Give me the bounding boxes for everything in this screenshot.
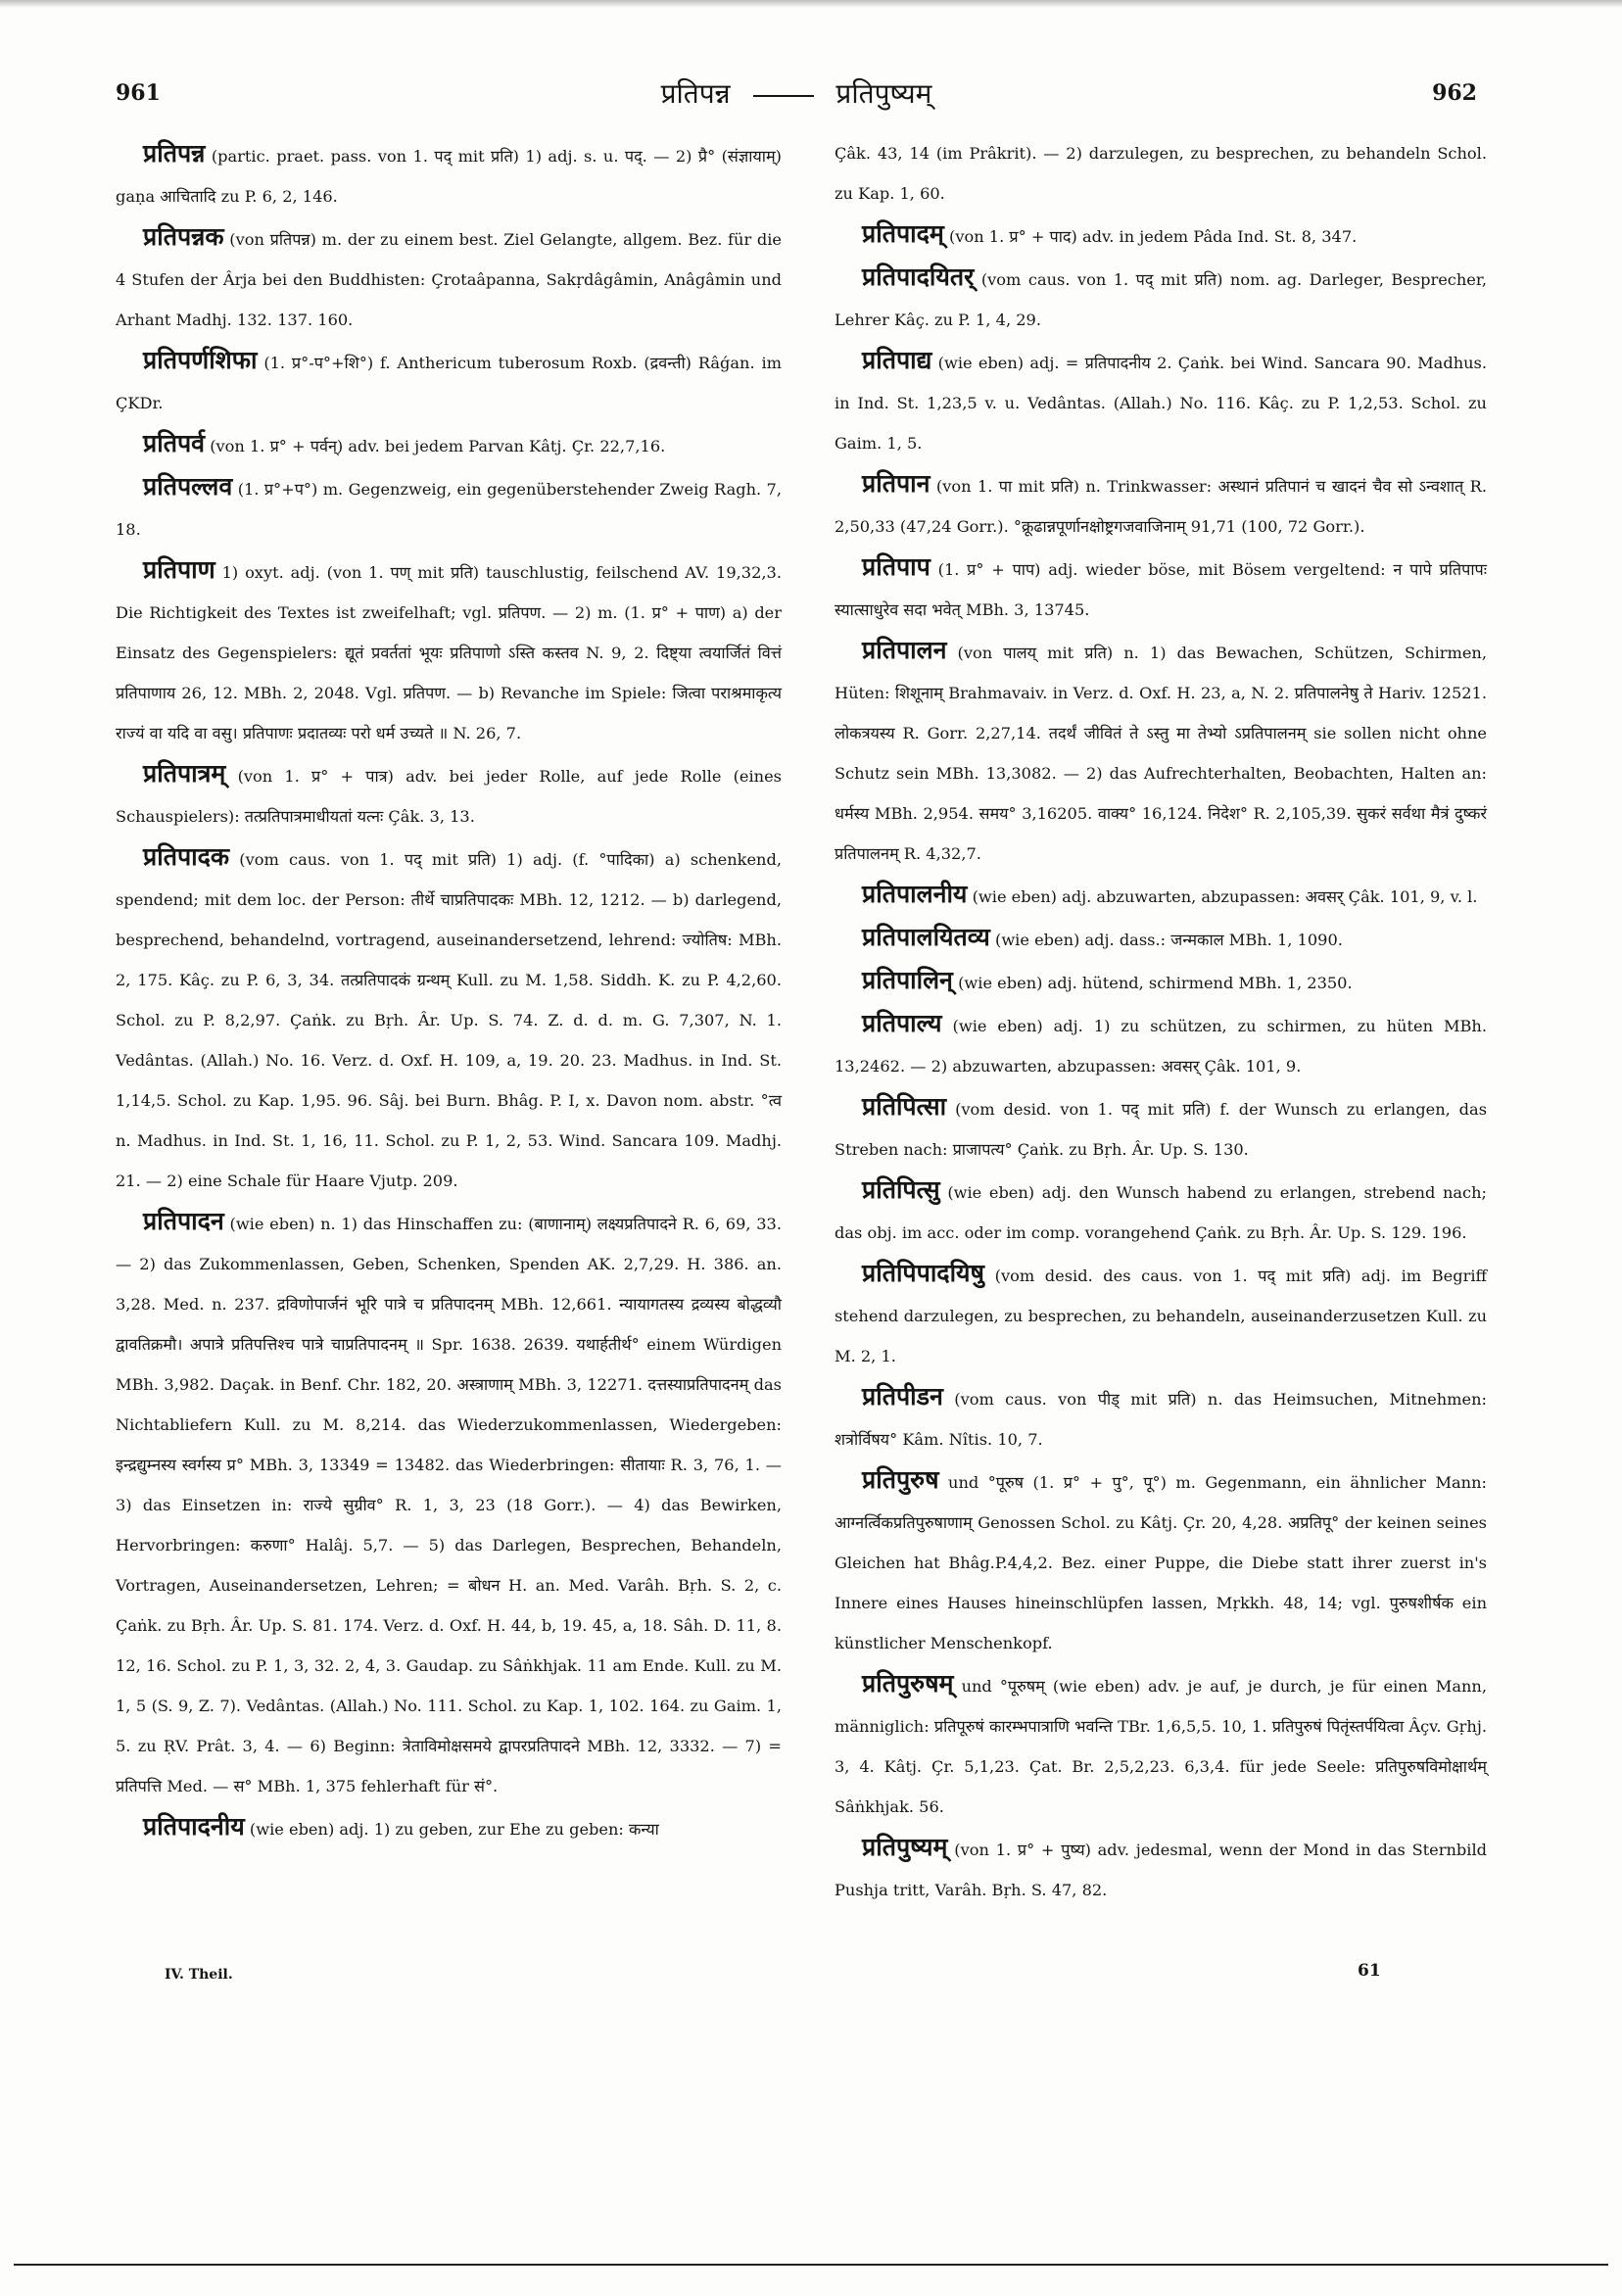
scan-edge xyxy=(0,0,1622,8)
entry-text: (1. प्र°+प°) m. Gegenzweig, ein gegenüberstehender Zweig Ragh. 7, 18. xyxy=(116,480,783,539)
entry-text: (von 1. पा mit प्रति) n. Trinkwasser: अस्थानं प्रतिपानं च खादनं चैव सो ऽन्वशात् R. 2,50,33 (47,24 Gorr.). °क्रूढान्नपूर्णानक्षोष्ट्रगजवाजिनाम् 91,71 (100, 72 Gorr.). xyxy=(835,477,1487,536)
entry-text: und °पूरुषम् (wie eben) adv. je auf, je durch, je für einen Mann, männiglich: प्रतिपूरुषं कारम्भपात्राणि भवन्ति TBr. 1,6,5,5. 10, 1. प्रतिपुरुषं पितृंस्तर्पयित्वा Âçv. Gṛhj. 3, 4. Kâtj. Çr. 5,1,23. Çat. Br. 2,5,2,23. 6,3,4. für jede Seele: प्रतिपुरुषविमोक्षार्थम् Sâṅkhjak. 56. xyxy=(835,1677,1487,1816)
entry-headword: प्रतिपाप xyxy=(862,552,930,581)
volume-note: IV. Theil. xyxy=(165,1967,233,1983)
dictionary-entry xyxy=(835,257,1487,340)
dictionary-entry xyxy=(835,630,1487,874)
dictionary-entry xyxy=(116,837,782,1201)
dictionary-entry xyxy=(835,960,1487,1003)
entry-headword: प्रतिपुष्यम् xyxy=(862,1833,948,1861)
dictionary-entry xyxy=(835,917,1487,960)
dictionary-entry xyxy=(116,1201,782,1806)
dictionary-entry xyxy=(835,133,1487,214)
entry-text: (wie eben) adj. = प्रतिपादनीय 2. Çaṅk. bei Wind. Sancara 90. Madhus. in Ind. St. 1,23,5 v. u. Vedântas. (Allah.) No. 116. Kâç. zu P. 1,2,53. Schol. zu Gaim. 1, 5. xyxy=(835,354,1487,453)
entry-text: (wie eben) adj. 1) zu schützen, zu schirmen, zu hüten MBh. 13,2462. — 2) abzuwarten, abzupassen: अवसर् Çâk. 101, 9. xyxy=(835,1017,1487,1076)
entry-headword: प्रतिपर्व xyxy=(143,429,206,457)
dictionary-entry xyxy=(835,1376,1487,1459)
entry-headword: प्रतिपाल्य xyxy=(862,1009,942,1037)
entry-headword: प्रतिपादक xyxy=(143,842,230,871)
dictionary-entry xyxy=(835,547,1487,630)
entry-text: (von पालय् mit प्रति) n. 1) das Bewachen, Schützen, Schirmen, Hüten: शिशूनाम् Brahmavaiv. in Verz. d. Oxf. H. 23, a, N. 2. प्रतिपालनेषु ते Hariv. 12521. लोकत्रयस्य R. Gorr. 2,27,14. तदर्थं जीवितं ते ऽस्तु मा तेभ्यो ऽप्रतिपालनम् sie sollen nicht ohne Schutz sein MBh. 13,3082. — 2) das Aufrechterhalten, Beobachten, Halten an: धर्मस्य MBh. 2,954. समय° 3,16205. वाक्य° 16,124. निदेश° R. 2,105,39. सुकरं सर्वथा मैत्रं दुष्करं प्रतिपालनम् R. 4,32,7. xyxy=(835,644,1487,863)
entry-text: 1) oxyt. adj. (von 1. पण् mit प्रति) tauschlustig, feilschend AV. 19,32,3. Die Richtigkeit des Textes ist zweifelhaft; vgl. प्रतिपण. — 2) m. (1. प्र° + पाण) a) der Einsatz des Gegenspielers: द्यूतं प्रवर्ततां भूयः प्रतिपाणो ऽस्ति कस्तव N. 9, 2. दिष्ट्या त्वयार्जितं वित्तं प्रतिपाणाय 26, 12. MBh. 2, 2048. Vgl. प्रतिपण. — b) Revanche im Spiele: जित्वा पराश्रमाकृत्य राज्यं वा यदि वा वसु। प्रतिपाणः प्रदातव्यः परो धर्म उच्यते ॥ N. 26, 7. xyxy=(116,563,782,742)
entry-text: (wie eben) n. 1) das Hinschaffen zu: (बाणानाम्) लक्ष्यप्रतिपादने R. 6, 69, 33. — 2) das Zukommenlassen, Geben, Schenken, Spenden AK. 2,7,29. H. 386. an. 3,28. Med. n. 237. द्रविणोपार्जनं भूरि पात्रे च प्रतिपादनम् MBh. 12,661. न्यायागतस्य द्रव्यस्य बोद्धव्यौ द्वावतिक्रमौ। अपात्रे प्रतिपत्तिश्च पात्रे चाप्रतिपादनम् ॥ Spr. 1638. 2639. यथार्हतीर्थ° einem Würdigen MBh. 3,982. Daçak. in Benf. Chr. 182, 20. अस्त्राणाम् MBh. 3, 12271. दत्तस्याप्रतिपादनम् das Nichtabliefern Kull. zu M. 8,214. das Wiederzukommenlassen, Wiedergeben: इन्द्रद्युम्नस्य स्वर्गस्य प्र° MBh. 3, 13349 = 13482. das Wiederbringen: सीतायाः R. 3, 76, 1. — 3) das Einsetzen in: राज्ये सुग्रीव° R. 1, 3, 23 (18 Gorr.). — 4) das Bewirken, Hervorbringen: करुणा° Halâj. 5,7. — 5) das Darlegen, Besprechen, Behandeln, Vortragen, Auseinandersetzen, Lehren; = बोधन H. an. Med. Varâh. Bṛh. S. 2, c. Çaṅk. zu Bṛh. Âr. Up. S. 81. 174. Verz. d. Oxf. H. 44, b, 19. 45, a, 18. Sâh. D. 11, 8. 12, 16. Schol. zu P. 1, 3, 32. 2, 4, 3. Gaudap. zu Sâṅkhjak. 11 am Ende. Kull. zu M. 1, 5 (S. 9, Z. 7). Vedântas. (Allah.) No. 111. Schol. zu Kap. 1, 102. 164. zu Gaim. 1, 5. zu ṚV. Prât. 3, 4. — 6) Beginn: त्रेताविमोक्षसमये द्वापरप्रतिपादने MBh. 12, 3332. — 7) = प्रतिपत्ति Med. — स° MBh. 1, 375 fehlerhaft für सं°. xyxy=(116,1215,782,1795)
entry-headword: प्रतिपुरुषम् xyxy=(862,1669,954,1698)
entry-headword: प्रतिपन्नक xyxy=(143,222,224,251)
dictionary-entry xyxy=(835,214,1487,257)
entry-text: (wie eben) adj. dass.: जन्मकाल MBh. 1, 1090. xyxy=(995,931,1343,949)
running-head-first: प्रतिपन्न xyxy=(660,77,731,110)
dictionary-entry xyxy=(835,463,1487,547)
entry-headword: प्रतिपात्रम् xyxy=(143,759,226,788)
page-number-left: 961 xyxy=(116,80,161,106)
entry-headword: प्रतिपादनीय xyxy=(143,1812,245,1841)
dictionary-entry xyxy=(835,1827,1487,1910)
entry-headword: प्रतिपालनीय xyxy=(862,880,968,908)
entry-text: (vom caus. von 1. पद् mit प्रति) nom. ag. Darleger, Besprecher, Lehrer Kâç. zu P. 1, 4, 29. xyxy=(835,270,1487,329)
entry-headword: प्रतिपादम् xyxy=(862,219,944,248)
running-head-dash xyxy=(753,95,814,97)
page-header xyxy=(116,77,1477,120)
entry-headword: प्रतिपाण xyxy=(143,555,215,584)
dictionary-entry xyxy=(835,1663,1487,1827)
entry-headword: प्रतिपन्न xyxy=(143,139,206,167)
entry-headword: प्रतिपल्लव xyxy=(143,472,233,501)
dictionary-entry xyxy=(835,1086,1487,1170)
entry-text: (vom caus. von पीड् mit प्रति) n. das Heimsuchen, Mitnehmen: शत्रोर्विषय° Kâm. Nîtis. 10, 7. xyxy=(835,1390,1487,1449)
entry-text: (von 1. प्र° + पुष्य) adv. jedesmal, wenn der Mond in das Sternbild Pushja tritt, Varâh. Bṛh. S. 47, 82. xyxy=(835,1841,1487,1899)
entry-text: (vom desid. von 1. पद् mit प्रति) f. der Wunsch zu erlangen, das Streben nach: प्राजापत्य° Çaṅk. zu Bṛh. Âr. Up. S. 130. xyxy=(835,1100,1487,1159)
bottom-rule xyxy=(14,2264,1608,2266)
entry-headword: प्रतिपालिन् xyxy=(862,966,953,994)
entry-text: (von प्रतिपन्न) m. der zu einem best. Ziel Gelangte, allgem. Bez. für die 4 Stufen der Ârja bei den Buddhisten: Çrotaâpanna, Sakṛdâgâmin, Anâgâmin und Arhant Madhj. 132. 137. 160. xyxy=(116,230,782,329)
entry-text: (von 1. प्र° + पाद) adv. in jedem Pâda Ind. St. 8, 347. xyxy=(949,227,1358,246)
entry-text: und °पूरुष (1. प्र° + पु°, पू°) m. Gegenmann, ein ähnlicher Mann: आग्नर्त्विकप्रतिपुरुषाणाम् Genossen Schol. zu Kâtj. Çr. 20, 4,28. अप्रतिपू° der keinen seines Gleichen hat Bhâg.P.4,4,2. Bez. einer Puppe, die Diebe statt ihrer zuerst in's Innere eines Hauses hineinschlüpfen lassen, Mṛkkh. 48, 14; vgl. पुरुषशीर्षक ein künstlicher Menschenkopf. xyxy=(835,1473,1487,1652)
page-number-right: 962 xyxy=(1432,80,1477,106)
entry-text: (wie eben) adj. hütend, schirmend MBh. 1, 2350. xyxy=(958,974,1353,992)
dictionary-entry xyxy=(116,423,782,466)
entry-text: (wie eben) adj. 1) zu geben, zur Ehe zu geben: कन्या xyxy=(249,1820,659,1839)
entry-text: (1. प्र° + पाप) adj. wieder böse, mit Bösem vergeltend: न पापे प्रतिपापः स्यात्साधुरेव सदा भवेत् MBh. 3, 13745. xyxy=(835,560,1488,619)
entry-text: (wie eben) adj. abzuwarten, abzupassen: अवसर् Çâk. 101, 9, v. l. xyxy=(972,887,1478,906)
signature-mark: 61 xyxy=(1358,1961,1381,1981)
entry-headword: प्रतिपर्णशिफा xyxy=(143,346,258,374)
entry-text: (von 1. प्र° + पर्वन्) adv. bei jedem Parvan Kâtj. Çr. 22,7,16. xyxy=(210,437,666,455)
entry-headword: प्रतिपिपादयिषु xyxy=(862,1259,985,1287)
entry-headword: प्रतिपीडन xyxy=(862,1382,943,1411)
entry-headword: प्रतिपान xyxy=(862,469,930,498)
dictionary-entry xyxy=(835,1003,1487,1086)
entry-headword: प्रतिपादन xyxy=(143,1207,224,1235)
entry-text: (vom desid. des caus. von 1. पद् mit प्रति) adj. im Begriff stehend darzulegen, zu besprechen, zu behandeln, auseinanderzusetzen Kull. zu M. 2, 1. xyxy=(835,1267,1488,1365)
dictionary-entry xyxy=(116,340,782,423)
entry-headword: प्रतिपालन xyxy=(862,636,947,664)
entry-headword: प्रतिपालयितव्य xyxy=(862,923,990,951)
entry-headword: प्रतिपुरुष xyxy=(862,1465,939,1494)
dictionary-entry xyxy=(116,133,782,216)
dictionary-entry xyxy=(835,1253,1487,1376)
dictionary-entry xyxy=(835,1459,1487,1663)
entry-text: (wie eben) adj. den Wunsch habend zu erlangen, strebend nach; das obj. im acc. oder im comp. vorangehend Çaṅk. zu Bṛh. Âr. Up. S. 129. 196. xyxy=(835,1183,1487,1242)
left-column xyxy=(116,133,782,1849)
dictionary-entry xyxy=(835,1170,1487,1253)
dictionary-entry xyxy=(835,340,1487,463)
running-head xyxy=(116,74,1477,112)
dictionary-entry xyxy=(116,550,782,753)
entry-text: (von 1. प्र° + पात्र) adv. bei jeder Rolle, auf jede Rolle (eines Schauspielers): तत्प्रतिपात्रमाधीयतां यत्नः Çâk. 3, 13. xyxy=(116,767,782,826)
dictionary-entry xyxy=(835,874,1487,917)
dictionary-entry xyxy=(116,466,782,550)
entry-headword: प्रतिपाद्य xyxy=(862,346,932,374)
entry-headword: प्रतिपित्सा xyxy=(862,1092,947,1121)
right-column xyxy=(835,133,1487,1910)
running-head-last: प्रतिपुष्यम् xyxy=(835,77,932,110)
entry-text: Çâk. 43, 14 (im Prâkrit). — 2) darzulegen, zu besprechen, zu behandeln Schol. zu Kap. 1, 60. xyxy=(835,144,1487,203)
entry-text: (vom caus. von 1. पद् mit प्रति) 1) adj. (f. °पादिका) a) schenkend, spendend; mit dem loc. der Person: तीर्थे चाप्रतिपादकः MBh. 12, 1212. — b) darlegend, besprechend, behandelnd, vortragend, auseinandersetzend, lehrend: ज्योतिष: MBh. 2, 175. Kâç. zu P. 6, 3, 34. तत्प्रतिपादकं ग्रन्थम् Kull. zu M. 1,58. Siddh. K. zu P. 4,2,60. Schol. zu P. 8,2,97. Çaṅk. zu Bṛh. Âr. Up. S. 74. Z. d. d. m. G. 7,307, N. 1. Vedântas. (Allah.) No. 16. Verz. d. Oxf. H. 109, a, 19. 20. 23. Madhus. in Ind. St. 1,14,5. Schol. zu Kap. 1,95. 96. Sâj. bei Burn. Bhâg. P. I, x. Davon nom. abstr. °त्व n. Madhus. in Ind. St. 1, 16, 11. Schol. zu P. 1, 2, 53. Wind. Sancara 109. Madhj. 21. — 2) eine Schale für Haare Vjutp. 209. xyxy=(116,850,782,1190)
dictionary-entry xyxy=(116,1806,782,1849)
dictionary-entry xyxy=(116,753,782,837)
dictionary-entry xyxy=(116,216,782,340)
entry-text: (partic. praet. pass. von 1. पद् mit प्रति) 1) adj. s. u. पद्. — 2) प्रै° (संज्ञायाम्) gaṇa आचितादि zu P. 6, 2, 146. xyxy=(116,147,782,206)
entry-text: (1. प्र°-प°+शि°) f. Anthericum tuberosum Roxb. (द्रवन्ती) Râǵan. im ÇKDr. xyxy=(116,354,782,412)
entry-headword: प्रतिपादयितर् xyxy=(862,263,975,291)
entry-headword: प्रतिपित्सु xyxy=(862,1175,940,1204)
